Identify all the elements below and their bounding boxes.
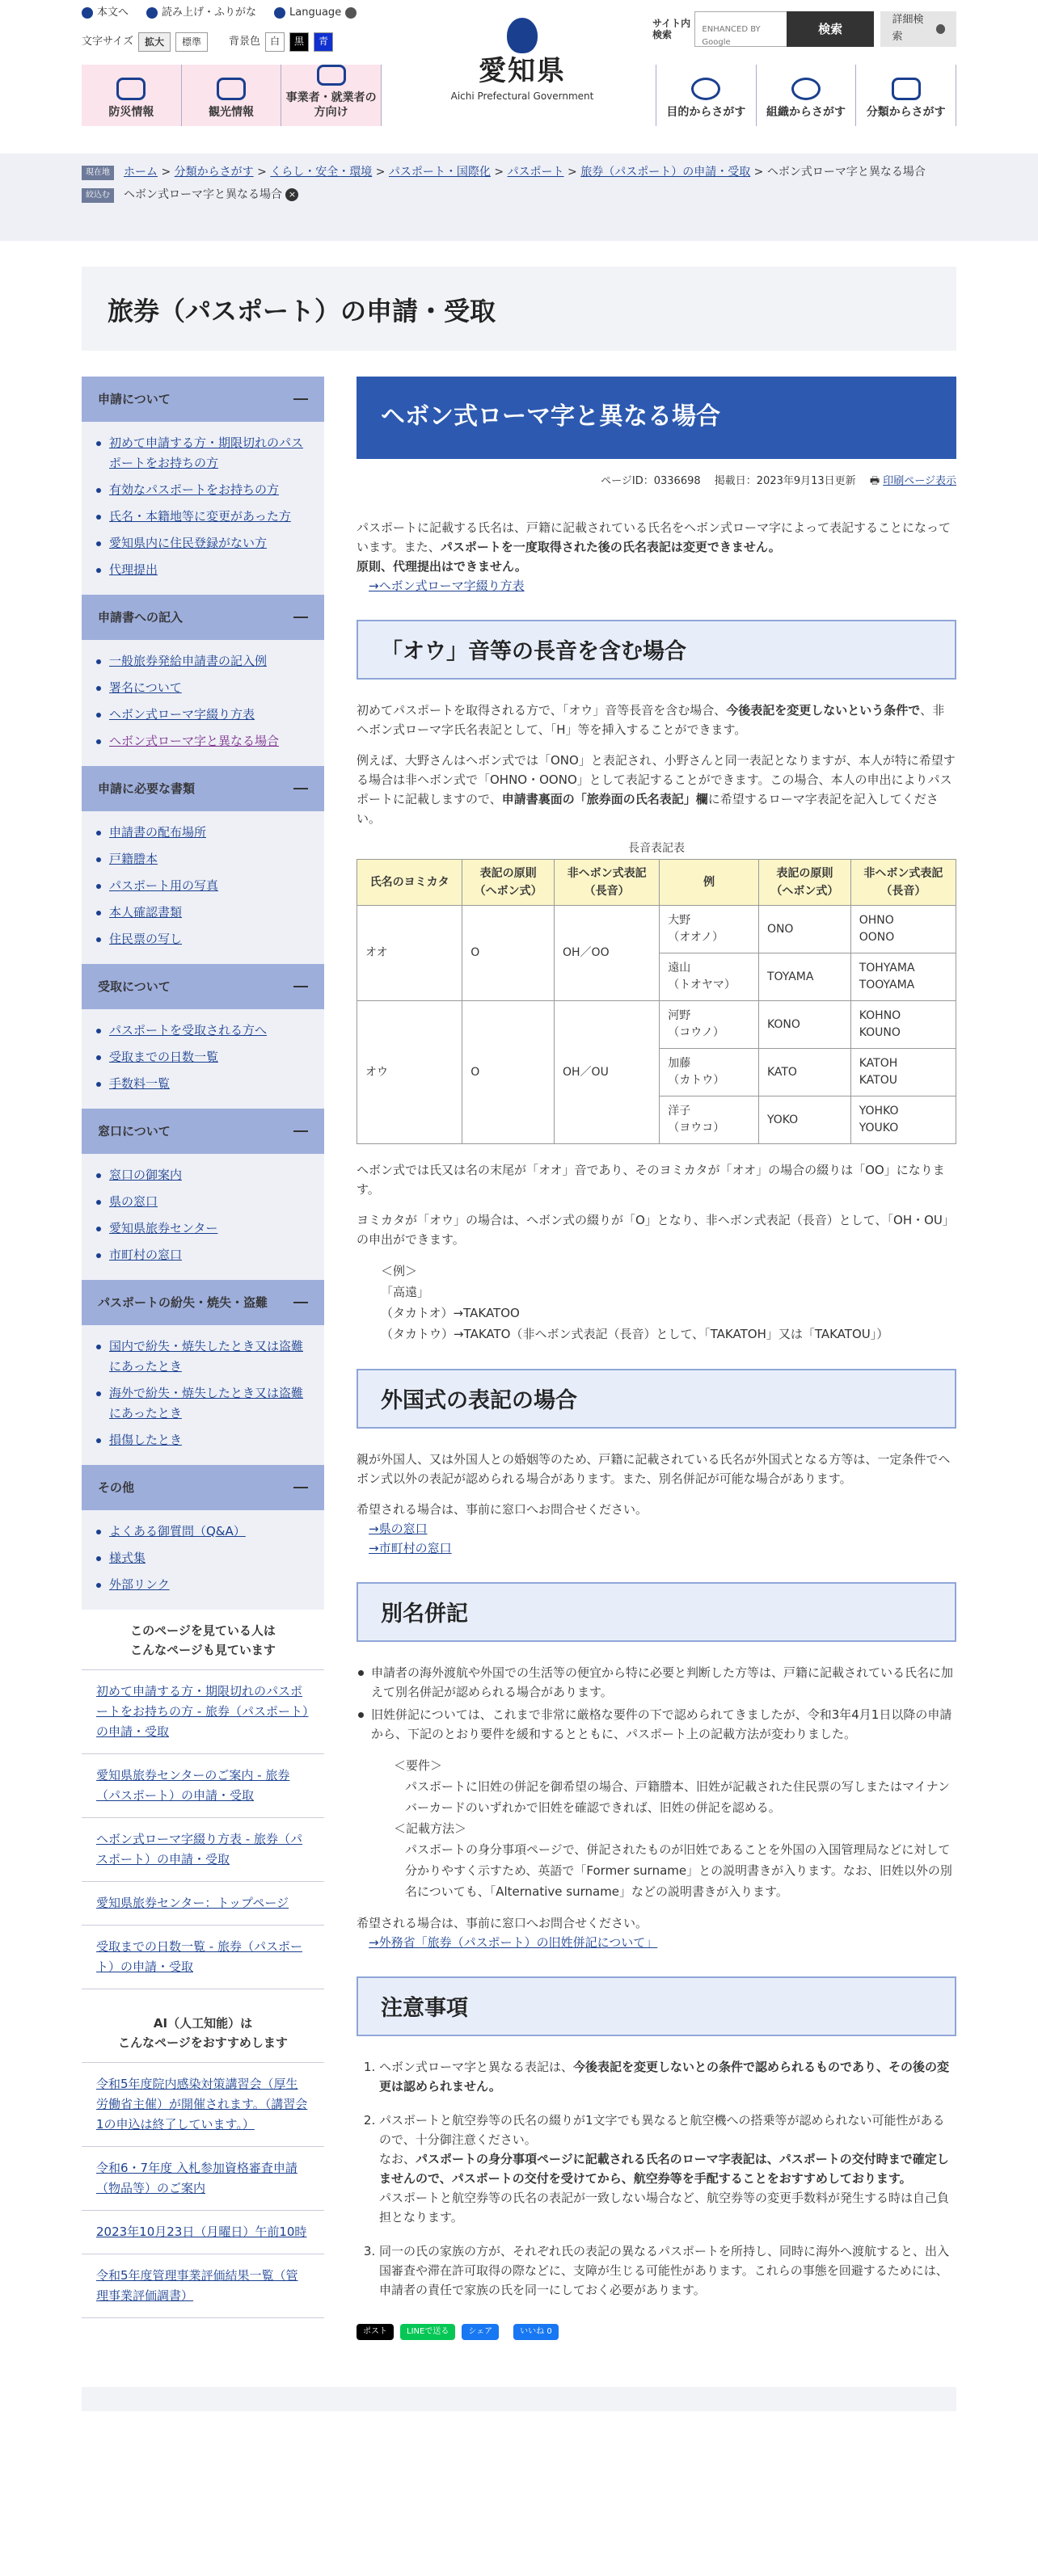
collapse-icon bbox=[293, 788, 308, 789]
table-cell: OH／OO bbox=[555, 906, 660, 1001]
table-cell: 洋子 （ヨウコ） bbox=[660, 1096, 759, 1144]
sidebar-item bbox=[96, 929, 310, 949]
table-cell: 加藤 （カトウ） bbox=[660, 1049, 759, 1096]
read-aloud-link[interactable]: 読み上げ・ふりがな bbox=[146, 5, 256, 22]
global-nav bbox=[82, 65, 956, 126]
sidebar-section bbox=[82, 964, 324, 1109]
table-cell: 遠山 （トオヤマ） bbox=[660, 953, 759, 1001]
list-item bbox=[82, 1881, 324, 1925]
fontsize-standard-button[interactable]: 標準 bbox=[175, 32, 208, 52]
search-label: サイト内検索 bbox=[652, 18, 691, 40]
sidebar-link[interactable]: 海外で紛失・焼失したとき又は盗難にあったとき bbox=[109, 1386, 304, 1421]
table-cell: OH／OU bbox=[555, 1001, 660, 1144]
utility-links bbox=[82, 5, 357, 22]
list-item: 申請者の海外渡航や外国での生活等の便宜から特に必要と判断した方等は、戸籍に記載されている氏名に加えて別名併記が認められる場合があります。 bbox=[357, 1663, 956, 1702]
list-item: 旧姓併記については、これまで非常に厳格な要件の下で認められてきましたが、令和3年4月1日以降の申請から、下記のとおり要件を緩和するとともに、パスポート上の記載方法が変わりました。 bbox=[357, 1705, 956, 1744]
nav-label: 目的からさがす bbox=[666, 106, 746, 119]
nav-label: 分類からさがす bbox=[866, 106, 946, 119]
sidebar-item bbox=[96, 480, 310, 500]
sidebar-section bbox=[82, 1280, 324, 1465]
sidebar-item bbox=[96, 903, 310, 923]
note-text: パスポートと航空券等の氏名の綴りが1文字でも異なると航空機への搭乗等が認められない可能性があるので、十分御注意ください。 なお、 bbox=[379, 2113, 945, 2167]
text-bold: 申請書裏面の「旅券面の氏名表記」欄 bbox=[501, 791, 708, 806]
close-icon[interactable]: × bbox=[285, 188, 298, 201]
list-item bbox=[82, 2062, 324, 2146]
related-link[interactable]: 愛知県旅券センターのご案内 - 旅券（パスポート）の申請・受取 bbox=[96, 1768, 290, 1803]
sidebar-section-title: 申請について bbox=[98, 392, 171, 406]
related-heading: このページを見ている人は こんなページも見ています bbox=[130, 1623, 276, 1657]
nav-category[interactable] bbox=[856, 65, 956, 126]
sidebar-link[interactable]: 住民票の写し bbox=[109, 932, 183, 946]
list-item bbox=[82, 2146, 324, 2210]
ai-heading: AI（人工知能）は こんなページをおすすめします bbox=[118, 2016, 288, 2050]
print-link[interactable]: 印刷ページ表示 bbox=[883, 475, 956, 487]
printer-icon: 🖶 bbox=[869, 475, 880, 487]
advanced-search-label: 詳細検索 bbox=[892, 14, 924, 43]
table-header: 表記の原則 （ヘボン式） bbox=[758, 860, 850, 906]
note-item bbox=[379, 2057, 956, 2096]
sidebar-link[interactable]: 手数料一覧 bbox=[109, 1076, 171, 1091]
table-cell: 大野 （オオノ） bbox=[660, 906, 759, 953]
page-title: 旅券（パスポート）の申請・受取 bbox=[82, 267, 956, 351]
skip-to-content-link[interactable]: 本文へ bbox=[82, 5, 129, 22]
sidebar-link[interactable]: 県の窓口 bbox=[109, 1194, 158, 1209]
filter-row bbox=[82, 186, 956, 204]
ou-note: ヨミカタが「オウ」の場合は、ヘボン式の綴りが「O」となり、非ヘボン式表記（長音）として、「OH・OU」の申出ができます。 bbox=[357, 1213, 955, 1248]
table-row bbox=[357, 1001, 956, 1049]
list-item bbox=[82, 1925, 324, 1989]
sidebar-item bbox=[96, 731, 310, 751]
note-text-bold: 今後表記を変更しないとの条件で認められるものであり、その後の変更は認められません。 bbox=[379, 2060, 950, 2094]
sidebar-link[interactable]: パスポート用の写真 bbox=[109, 878, 219, 893]
sidebar-list bbox=[82, 640, 324, 766]
text: 、非ヘボン式ローマ字氏名表記として、「H」等を挿入することができます。 bbox=[357, 702, 945, 737]
breadcrumb-link[interactable]: 旅券（パスポート）の申請・受取 bbox=[580, 166, 751, 179]
sidebar-item bbox=[96, 1336, 310, 1377]
sidebar-link[interactable]: 申請書の配布場所 bbox=[109, 825, 207, 840]
ai-link[interactable]: 令和6・7年度 入札参加資格審査申請（物品等）のご案内 bbox=[96, 2161, 297, 2195]
briefcase-icon bbox=[317, 65, 346, 86]
sidebar-link[interactable]: 一般旅券発給申請書の記入例 bbox=[109, 654, 268, 668]
foreign-contact bbox=[357, 1500, 956, 1558]
sidebar-section-header[interactable] bbox=[82, 1280, 324, 1325]
table-cell: KATO bbox=[758, 1049, 850, 1096]
ai-link[interactable]: 令和5年度管理事業評価結果一覧（管理事業評価調書） bbox=[96, 2268, 298, 2303]
city-window-link[interactable]: →市町村の窓口 bbox=[369, 1541, 452, 1556]
breadcrumb-link[interactable]: くらし・安全・環境 bbox=[270, 166, 373, 179]
nav-label: 防災情報 bbox=[108, 106, 154, 119]
sidebar-list bbox=[82, 1510, 324, 1610]
arrow-down-icon bbox=[82, 7, 93, 19]
section-heading-notes: 注意事項 bbox=[357, 1976, 956, 2036]
sidebar-item bbox=[96, 1245, 310, 1265]
logo-text: 愛知県 bbox=[479, 55, 566, 87]
table-cell: YOHKO YOUKO bbox=[850, 1096, 956, 1144]
example-block bbox=[357, 1261, 956, 1345]
note-item bbox=[379, 2111, 956, 2227]
hepburn-table-link[interactable]: →ヘボン式ローマ字綴り方表 bbox=[369, 578, 525, 593]
sidebar-link[interactable]: 愛知県内に住民登録がない方 bbox=[109, 536, 268, 550]
text: に希望するローマ字表記を記入してください。 bbox=[357, 791, 939, 826]
chevron-down-icon bbox=[345, 7, 357, 19]
page-id: ページID：0336698 bbox=[601, 475, 701, 487]
sidebar-section-header[interactable] bbox=[82, 377, 324, 422]
sidebar-section bbox=[82, 1465, 324, 1610]
sidebar-item bbox=[96, 651, 310, 671]
sidebar-link[interactable]: 本人確認書類 bbox=[109, 905, 183, 920]
sidebar-section bbox=[82, 377, 324, 595]
intro-paragraph bbox=[357, 518, 956, 596]
bgcolor-black-button[interactable]: 黒 bbox=[289, 32, 309, 52]
bgcolor-label: 背景色 bbox=[229, 35, 261, 48]
folder-icon bbox=[892, 78, 921, 100]
sidebar-item bbox=[96, 1021, 310, 1041]
sidebar-item bbox=[96, 1219, 310, 1239]
table-cell: オオ bbox=[357, 906, 462, 1001]
table-cell: ONO bbox=[758, 906, 850, 953]
table-cell: KOHNO KOUNO bbox=[850, 1001, 956, 1049]
collapse-icon bbox=[293, 986, 308, 987]
related-pages bbox=[82, 1610, 324, 1989]
text: 例えば、大野さんはヘボン式では「ONO」と表記され、小野さんと同一表記となりますが、本人が特に希望する場合は非ヘボン式で「OHNO・OONO」として表記することができます。この場合、本人の申出によりパスポートに記載しますので、 bbox=[357, 752, 956, 806]
sidebar-link[interactable]: 氏名・本籍地等に変更があった方 bbox=[109, 509, 291, 524]
req-text: パスポートの身分事項ページで、併記されたものが旧姓であることを外国の入国管理局などに対して分かりやすく示すため、英語で「Former surname」との説明書きが入ります。なお、旧姓以外の別名についても、「Alternative surname」などの説明書きが入ります。 bbox=[405, 1842, 952, 1900]
sidebar-link[interactable]: 代理提出 bbox=[109, 562, 158, 577]
sidebar-link[interactable]: 有効なパスポートをお持ちの方 bbox=[109, 482, 280, 497]
collapse-icon bbox=[293, 617, 308, 618]
table-cell: KONO bbox=[758, 1001, 850, 1049]
collapse-icon bbox=[293, 398, 308, 400]
nav-disaster[interactable] bbox=[82, 65, 182, 126]
sidebar-item bbox=[96, 849, 310, 869]
related-link[interactable]: 受取までの日数一覧 - 旅券（パスポート）の申請・受取 bbox=[96, 1939, 302, 1974]
sidebar-section-title: その他 bbox=[98, 1480, 135, 1495]
table-cell: O bbox=[462, 906, 555, 1001]
sidebar-link[interactable]: 初めて申請する方・期限切れのパスポートをお持ちの方 bbox=[109, 436, 304, 470]
advanced-search-button[interactable] bbox=[880, 11, 956, 47]
people-icon bbox=[691, 78, 720, 100]
breadcrumb-current: ヘボン式ローマ字と異なる場合 bbox=[766, 166, 926, 179]
sidebar-list bbox=[82, 1154, 324, 1280]
sidebar-item bbox=[96, 1165, 310, 1185]
list-item bbox=[82, 1817, 324, 1881]
content-heading: ヘボン式ローマ字と異なる場合 bbox=[357, 377, 956, 459]
line-share-button[interactable]: LINEで送る bbox=[400, 2324, 455, 2340]
nav-business[interactable] bbox=[281, 65, 382, 126]
ai-link[interactable]: 2023年10月23日（月曜日）午前10時 bbox=[96, 2225, 307, 2239]
sidebar-item bbox=[96, 433, 310, 474]
sidebar-link[interactable]: 市町村の窓口 bbox=[109, 1248, 183, 1262]
long-vowel-table bbox=[357, 840, 956, 1144]
sidebar-link[interactable]: 戸籍謄本 bbox=[109, 852, 158, 866]
section-heading-alias: 別名併記 bbox=[357, 1582, 956, 1642]
table-header: 例 bbox=[660, 860, 759, 906]
mofa-former-surname-link[interactable]: →外務省「旅券（パスポート）の旧姓併記について」 bbox=[369, 1935, 658, 1951]
sidebar-item bbox=[96, 507, 310, 527]
shachihoko-icon bbox=[217, 78, 246, 100]
site-header bbox=[82, 0, 956, 142]
collapse-icon bbox=[293, 1302, 308, 1303]
sidebar-list bbox=[82, 422, 324, 595]
footer bbox=[82, 2387, 956, 2411]
sidebar-link[interactable]: ヘボン式ローマ字綴り方表 bbox=[109, 707, 255, 722]
collapse-icon bbox=[293, 1487, 308, 1488]
oo-note: ヘボン式では氏又は名の末尾が「オオ」音であり、そのヨミカタが「オオ」の場合の綴りは「OO」になります。 bbox=[357, 1163, 945, 1198]
section-heading-long-vowel: 「オウ」音等の長音を含む場合 bbox=[357, 620, 956, 680]
bgcolor-blue-button[interactable]: 青 bbox=[314, 32, 333, 52]
intro-bold: パスポートを一度取得された後の氏名表記は変更できません。 bbox=[440, 539, 781, 554]
sidebar-item bbox=[96, 1074, 310, 1094]
list-item bbox=[82, 2210, 324, 2254]
table-cell: YOKO bbox=[758, 1096, 850, 1144]
table-cell: O bbox=[462, 1001, 555, 1144]
sidebar-link[interactable]: 窓口の御案内 bbox=[109, 1168, 183, 1182]
sidebar-link[interactable]: ヘボン式ローマ字と異なる場合 bbox=[109, 734, 280, 748]
nav-label: 観光情報 bbox=[209, 106, 254, 119]
sidebar-item bbox=[96, 1383, 310, 1424]
sidebar-item bbox=[96, 1522, 310, 1542]
sidebar-section-header[interactable] bbox=[82, 964, 324, 1009]
nav-organization[interactable] bbox=[757, 65, 857, 126]
foreign-paragraph: 親が外国人、又は外国人との婚姻等のため、戸籍に記載されている氏名が外国式となる方等は、一定条件でヘボン式以外の表記が認められる場合があります。また、別名併記が可能な場合があります。 bbox=[357, 1452, 951, 1487]
example-line: （タカトウ）→TAKATO（非ヘボン式表記（長音）として、「TAKATOH」又は「TAKATOU」） bbox=[381, 1327, 889, 1342]
sidebar-item bbox=[96, 678, 310, 698]
facebook-like-button[interactable]: いいね 0 bbox=[513, 2324, 559, 2340]
x-post-button[interactable]: ポスト bbox=[357, 2324, 394, 2340]
list-item bbox=[82, 1669, 324, 1753]
sidebar-link[interactable]: よくある御質問（Q&A） bbox=[109, 1524, 246, 1538]
sidebar-section-title: 申請に必要な書類 bbox=[98, 781, 196, 796]
note-text: パスポートと航空券等の氏名の表記が一致しない場合など、航空券等の変更手数料が発生する時は自己負担となります。 bbox=[379, 2191, 950, 2225]
breadcrumb-link[interactable]: 分類からさがす bbox=[174, 166, 254, 179]
facebook-share-button[interactable]: シェア bbox=[462, 2324, 499, 2340]
example-line: ＜例＞ bbox=[381, 1264, 418, 1279]
example-paragraph bbox=[357, 751, 956, 828]
table-cell: KATOH KATOU bbox=[850, 1049, 956, 1096]
fontsize-label: 文字サイズ bbox=[82, 35, 133, 48]
table-cell: オウ bbox=[357, 1001, 462, 1144]
intro-text: パスポートに記載する氏名は、戸籍に記載されている氏名をヘボン式ローマ字によって表記することになっています。また、 bbox=[357, 520, 952, 554]
sidebar-section bbox=[82, 766, 324, 964]
table-cell: OHNO OONO bbox=[850, 906, 956, 953]
nav-label: 組織からさがす bbox=[766, 106, 846, 119]
sidebar-list bbox=[82, 1325, 324, 1465]
sidebar-item bbox=[96, 823, 310, 843]
nav-purpose[interactable] bbox=[656, 65, 757, 126]
prefecture-emblem-icon bbox=[507, 18, 538, 53]
table-header: 非ヘボン式表記 （長音） bbox=[555, 860, 660, 906]
table-cell: TOYAMA bbox=[758, 953, 850, 1001]
sidebar-section-header[interactable] bbox=[82, 1109, 324, 1154]
filter-value: ヘボン式ローマ字と異なる場合 bbox=[124, 188, 282, 201]
breadcrumb-link[interactable]: パスポート・国際化 bbox=[388, 166, 491, 179]
table-cell: 河野 （コウノ） bbox=[660, 1001, 759, 1049]
req-text: パスポートに旧姓の併記を御希望の場合、戸籍謄本、旧姓が記載された住民票の写しまたはマイナンバーカードのいずれかで旧姓を確認できれば、旧姓の併記を認める。 bbox=[405, 1779, 950, 1816]
alias-list bbox=[357, 1663, 956, 1744]
table-caption: 長音表記表 bbox=[628, 841, 685, 855]
sidebar-item bbox=[96, 560, 310, 580]
note-text: 同一の氏の家族の方が、それぞれ氏の表記の異なるパスポートを所持し、同時に海外へ渡航すると、出入国審査や滞在許可取得の際などに、支障が生じる可能性があります。これらの事態を回避するためには、申請者の責任で家族の氏を同一にしておく必要があります。 bbox=[379, 2244, 950, 2298]
breadcrumb-bar bbox=[0, 154, 1038, 241]
sidebar-link[interactable]: パスポートを受取される方へ bbox=[109, 1023, 268, 1038]
nav-label: 事業者・就業者の方向け bbox=[285, 91, 377, 119]
speaker-icon bbox=[146, 7, 158, 19]
text-bold: 今後表記を変更しないという条件で bbox=[726, 702, 921, 718]
note-item bbox=[379, 2241, 956, 2300]
table-header: 表記の原則 （ヘボン式） bbox=[462, 860, 555, 906]
sidebar-item bbox=[96, 705, 310, 725]
sidebar-section-title: パスポートの紛失・焼失・盗難 bbox=[98, 1295, 268, 1310]
current-location-tag: 現在地 bbox=[82, 166, 114, 180]
sidebar-section bbox=[82, 1109, 324, 1280]
site-search bbox=[652, 11, 956, 47]
sidebar-section-title: 窓口について bbox=[98, 1124, 171, 1139]
sidebar-item bbox=[96, 1192, 310, 1212]
sidebar-item bbox=[96, 533, 310, 554]
table-row bbox=[357, 906, 956, 953]
breadcrumb: 現在地 ホーム > 分類からさがす > くらし・安全・環境 > パスポート・国際化 > パスポート > 旅券（パスポート）の申請・受取 > ヘボン式ローマ字と異なる場合 bbox=[82, 163, 956, 181]
sidebar-item bbox=[96, 1575, 310, 1595]
fontsize-enlarge-button[interactable]: 拡大 bbox=[138, 32, 171, 52]
sidebar-link[interactable]: 愛知県旅券センター bbox=[109, 1221, 218, 1235]
sidebar-section-title: 申請書への記入 bbox=[98, 610, 184, 625]
list-item bbox=[82, 2254, 324, 2318]
helmet-icon bbox=[116, 78, 146, 100]
logo-text-en: Aichi Prefectural Government bbox=[450, 90, 594, 102]
text: 希望される場合は、事前に窓口へお問合せください。 bbox=[357, 1502, 648, 1517]
text: 初めてパスポートを取得される方で、「オウ」音等長音を含む場合、 bbox=[357, 702, 727, 718]
alias-requirements bbox=[357, 1755, 956, 1902]
sidebar-item bbox=[96, 1430, 310, 1450]
related-link[interactable]: 初めて申請する方・期限切れのパスポートをお持ちの方 - 旅券（パスポート）の申請・受取 bbox=[96, 1684, 309, 1739]
long-vowel-paragraph bbox=[357, 701, 956, 739]
sidebar-list bbox=[82, 811, 324, 964]
breadcrumb-link[interactable]: ホーム bbox=[124, 166, 158, 179]
sidebar-link[interactable]: 外部リンク bbox=[109, 1577, 170, 1592]
note-text: ヘボン式ローマ字と異なる表記は、 bbox=[379, 2060, 574, 2075]
sidebar-link[interactable]: 署名について bbox=[109, 680, 182, 695]
page-meta bbox=[357, 474, 956, 490]
main-content bbox=[357, 377, 956, 2340]
collapse-icon bbox=[293, 1130, 308, 1132]
table-header: 非ヘボン式表記 （長音） bbox=[850, 860, 956, 906]
notes-list bbox=[357, 2057, 956, 2300]
sidebar-section bbox=[82, 595, 324, 766]
globe-icon bbox=[274, 7, 285, 19]
sidebar-item bbox=[96, 876, 310, 896]
search-input[interactable]: ENHANCED BY Google bbox=[694, 11, 786, 47]
ai-recommendations bbox=[82, 2002, 324, 2318]
list-item bbox=[82, 1753, 324, 1817]
section-heading-foreign: 外国式の表記の場合 bbox=[357, 1369, 956, 1429]
intro-proxy-note: 原則、代理提出はできません。 bbox=[357, 558, 527, 574]
related-link[interactable]: 愛知県旅券センター：トップページ bbox=[96, 1896, 289, 1910]
example-line: 「高遠」 bbox=[381, 1285, 430, 1300]
sidebar-link[interactable]: 様式集 bbox=[109, 1551, 146, 1565]
req-heading: ＜記載方法＞ bbox=[394, 1821, 467, 1837]
sidebar-link[interactable]: 国内で紛失・焼失したとき又は盗難にあったとき bbox=[109, 1339, 304, 1374]
sidebar-link[interactable]: 損傷したとき bbox=[109, 1433, 183, 1447]
note-text-bold: パスポートの身分事項ページに記載される氏名のローマ字表記は、パスポートの交付時まで確定しませんので、パスポートの交付を受けてから、航空券等を手配することをおすすめしております。 bbox=[379, 2152, 949, 2187]
breadcrumb-link[interactable]: パスポート bbox=[507, 166, 564, 179]
table-header: 氏名のヨミカタ bbox=[357, 860, 462, 906]
filter-tag: 絞込む bbox=[82, 188, 114, 203]
related-link[interactable]: ヘボン式ローマ字綴り方表 - 旅券（パスポート）の申請・受取 bbox=[96, 1832, 302, 1867]
search-button[interactable]: 検索 bbox=[787, 11, 875, 47]
sidebar-section-title: 受取について bbox=[98, 979, 171, 994]
req-heading: ＜要件＞ bbox=[394, 1758, 443, 1774]
sidebar-item bbox=[96, 1047, 310, 1067]
sidebar-section-header[interactable] bbox=[82, 766, 324, 811]
text: 希望される場合は、事前に窓口へお問合せください。 bbox=[357, 1916, 648, 1931]
sidebar-link[interactable]: 受取までの日数一覧 bbox=[109, 1050, 219, 1064]
share-buttons bbox=[357, 2324, 956, 2340]
chevron-right-icon bbox=[936, 24, 945, 34]
sidebar-list bbox=[82, 1009, 324, 1109]
nav-tourism[interactable] bbox=[182, 65, 282, 126]
sidebar-section-header[interactable] bbox=[82, 595, 324, 640]
display-settings bbox=[82, 32, 333, 52]
sidebar bbox=[82, 377, 324, 2340]
sidebar-section-header[interactable] bbox=[82, 1465, 324, 1510]
alias-contact bbox=[357, 1913, 956, 1952]
bgcolor-white-button[interactable]: 白 bbox=[265, 32, 285, 52]
organization-icon bbox=[791, 78, 821, 100]
ai-link[interactable]: 令和5年度院内感染対策講習会（厚生労働省主催）が開催されます。（講習会1の申込は終了しています。） bbox=[96, 2077, 308, 2132]
sidebar-item bbox=[96, 1548, 310, 1568]
pref-window-link[interactable]: →県の窓口 bbox=[369, 1522, 428, 1537]
table-cell: TOHYAMA TOOYAMA bbox=[850, 953, 956, 1001]
example-line: （タカトオ）→TAKATOO bbox=[381, 1306, 520, 1321]
language-selector[interactable]: Language bbox=[274, 5, 357, 22]
posted-date: 掲載日：2023年9月13日更新 bbox=[714, 475, 856, 487]
